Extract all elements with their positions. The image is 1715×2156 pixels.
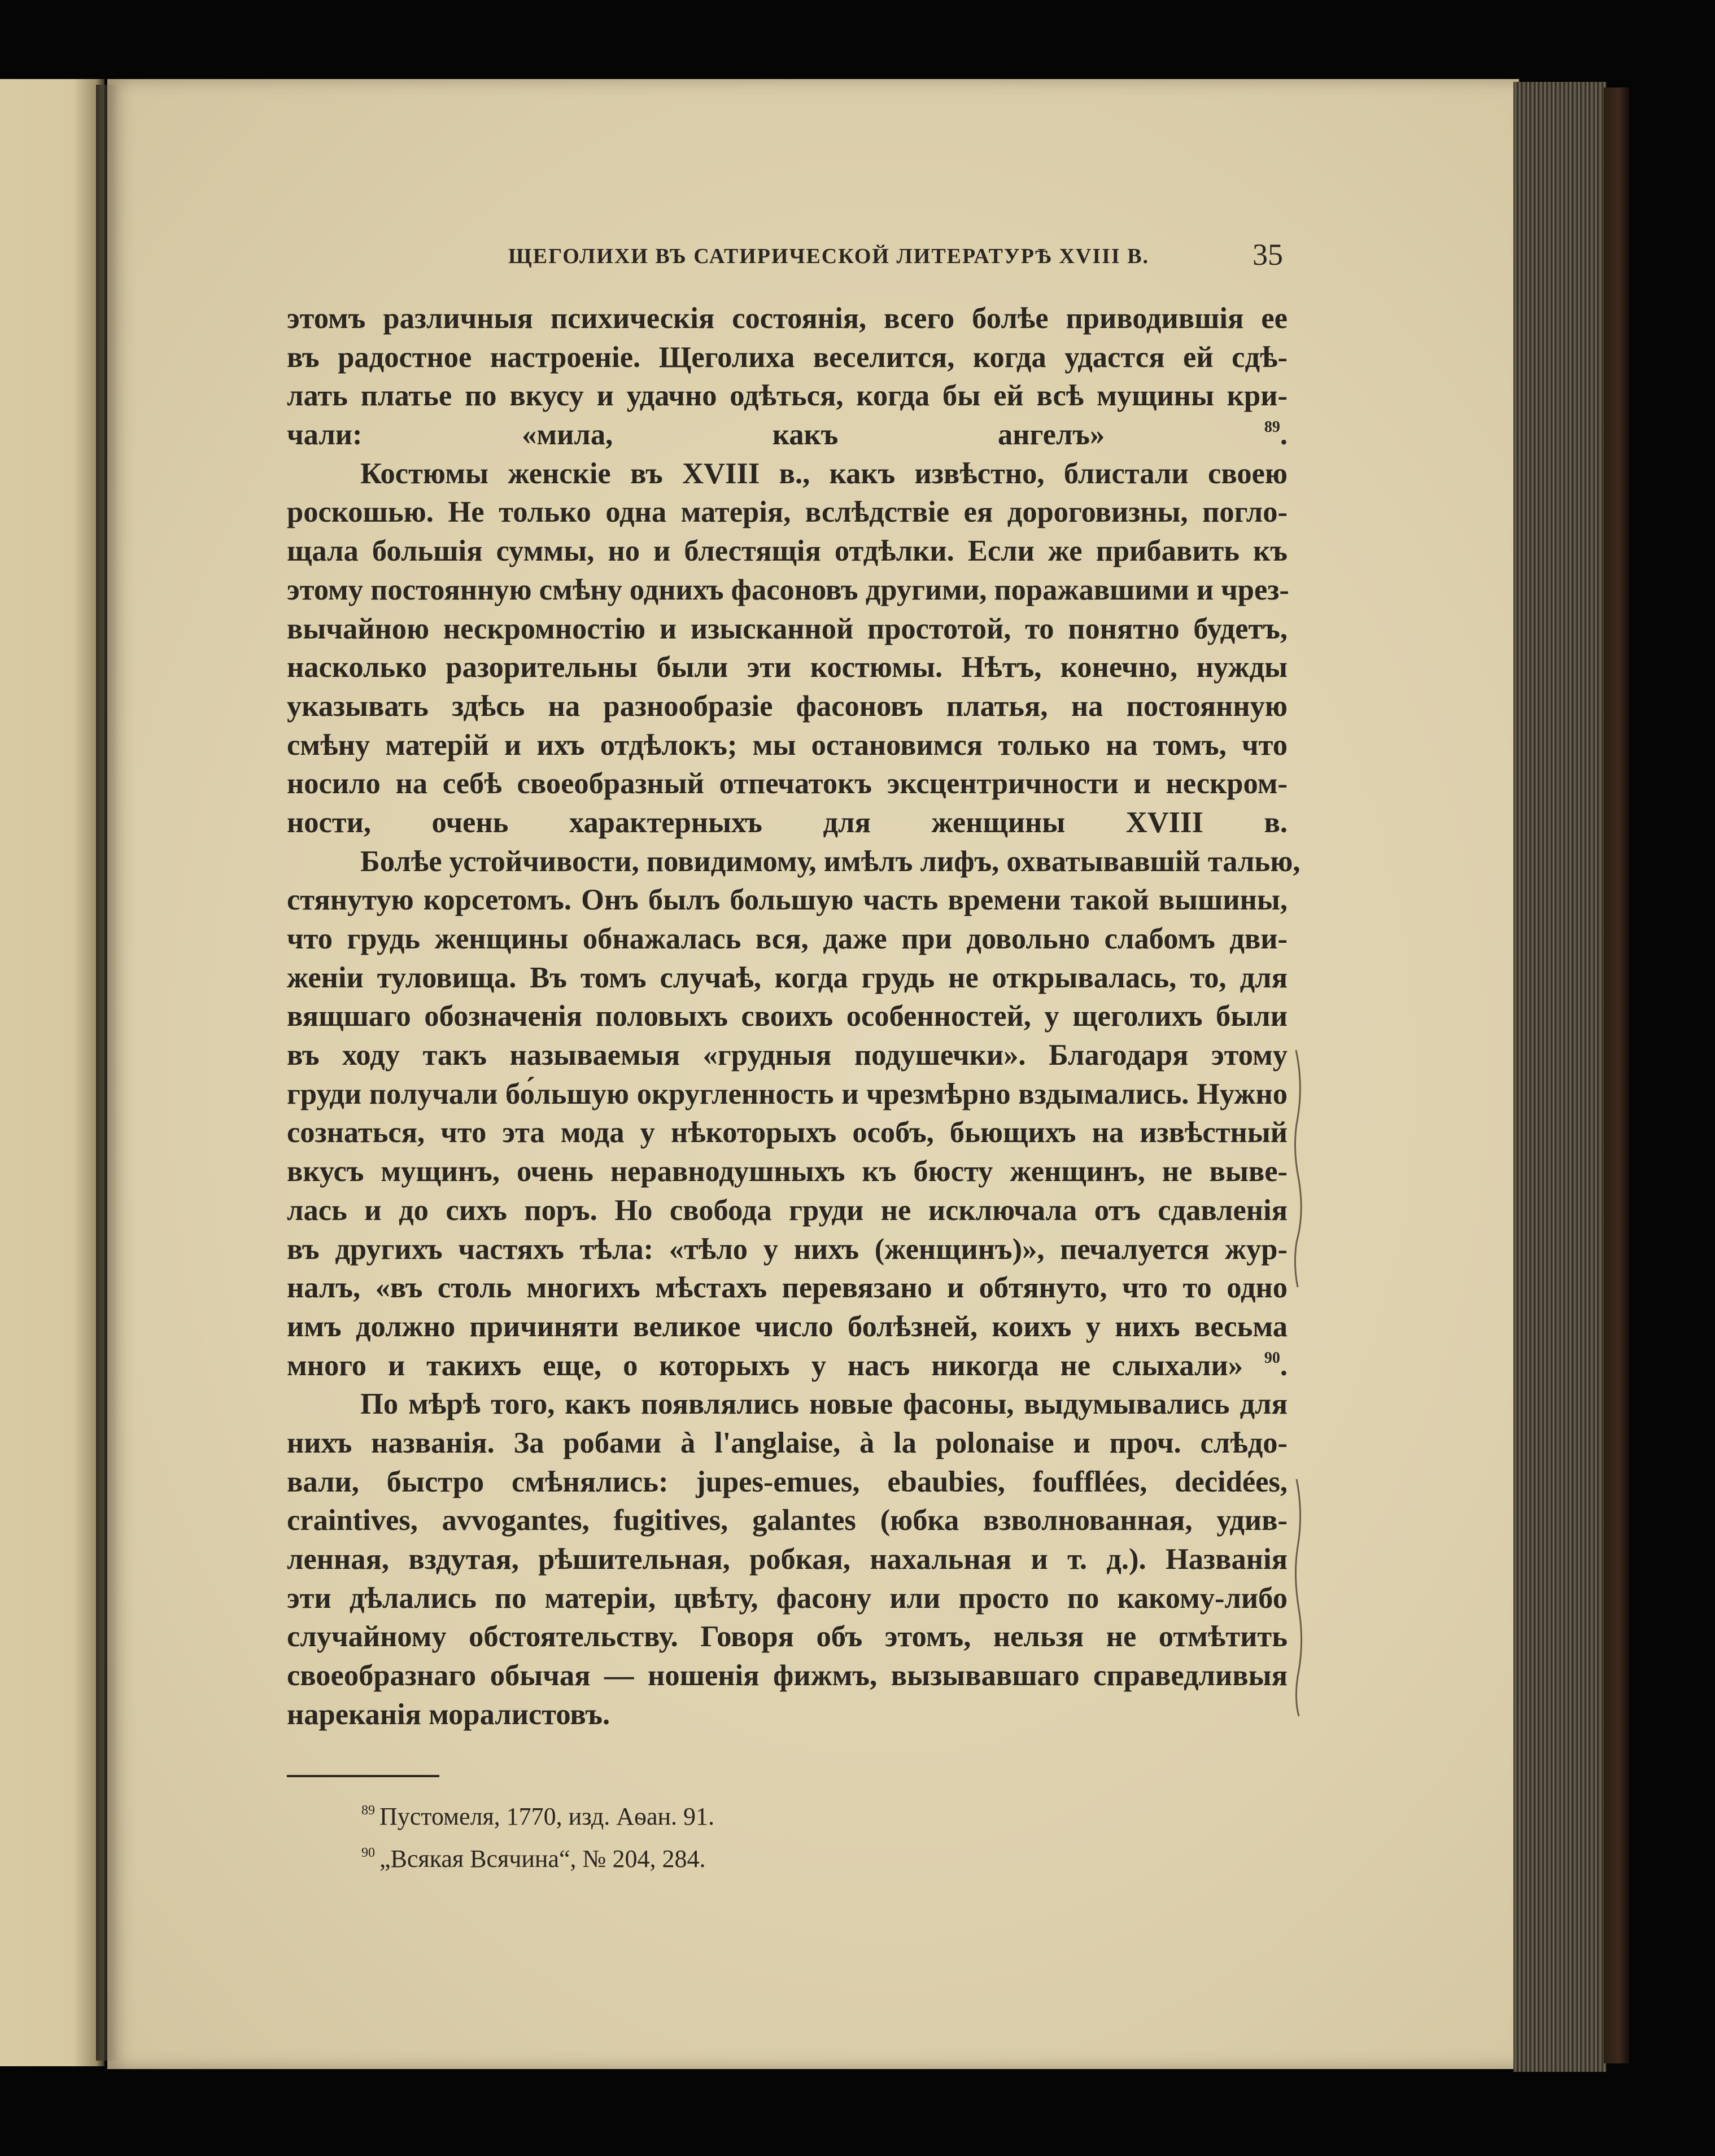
- text-line-content: указывать здѣсь на разнообразіе фасоновъ платья, на постоянную: [287, 689, 1288, 723]
- text-line: [287, 1540, 1288, 1579]
- text-line: [287, 571, 1288, 610]
- text-line: [287, 1269, 1288, 1307]
- text-line: [287, 377, 1288, 416]
- footnote-number: 90: [361, 1845, 375, 1860]
- text-line-content: чали: «мила, какъ ангелъ»: [287, 418, 1264, 452]
- text-line: [287, 920, 1288, 959]
- trailing-punctuation: .: [1280, 418, 1288, 452]
- text-line: [287, 1346, 1288, 1385]
- text-line-content: вкусъ мущинъ, очень неравнодушныхъ къ бюсту женщинъ, не выве-: [287, 1155, 1288, 1188]
- book-cover-edge: [1604, 88, 1629, 2063]
- text-line-content: эти дѣлались по матеріи, цвѣту, фасону или просто по какому-либо: [287, 1581, 1288, 1615]
- text-line-content: въ ходу такъ называемыя «грудныя подушечки». Благодаря этому: [287, 1039, 1288, 1072]
- text-line-content: щала большія суммы, но и блестящія отдѣлки. Если же прибавить къ: [287, 535, 1288, 568]
- text-line: [287, 416, 1288, 454]
- text-line-content: своеобразнаго обычая — ношенія фижмъ, вызывавшаго справедливыя: [287, 1659, 1288, 1693]
- text-line-content: Костюмы женскіе въ XVIII в., какъ извѣстно, блистали своею: [360, 457, 1288, 490]
- footnote-reference: 89: [1264, 418, 1280, 436]
- trailing-punctuation: .: [1280, 1349, 1288, 1382]
- running-title: ЩЕГОЛИХИ ВЪ САТИРИЧЕСКОЙ ЛИТЕРАТУРѢ XVIII В.: [508, 244, 1150, 268]
- text-line-content: роскошью. Не только одна матерія, вслѣдствіе ея дороговизны, погло-: [287, 496, 1288, 529]
- footnote-text: Пустомеля, 1770, изд. Аѳан. 91.: [379, 1803, 715, 1830]
- text-line: [287, 726, 1288, 765]
- text-line-content: груди получали бо́льшую округленность и чрезмѣрно вздымались. Нужно: [287, 1077, 1288, 1110]
- text-line: [287, 1230, 1288, 1269]
- footnotes: [361, 1792, 1039, 1877]
- text-line: [287, 1036, 1288, 1075]
- text-line-content: По мѣрѣ того, какъ появлялись новые фасоны, выдумывались для: [360, 1388, 1288, 1421]
- margin-pencil-marks: [1293, 1050, 1307, 1716]
- text-line-content: лась и до сихъ поръ. Но свобода груди не исключала отъ сдавленія: [287, 1193, 1288, 1227]
- spine-gutter: [96, 85, 119, 2061]
- text-line: [287, 764, 1288, 803]
- footnote-separator: [287, 1775, 439, 1777]
- text-line-content: смѣну матерій и ихъ отдѣлокъ; мы остановимся только на томъ, что: [287, 728, 1288, 762]
- text-line-content: насколько разорительны были эти костюмы. Нѣтъ, конечно, нужды: [287, 651, 1288, 684]
- footnote: [361, 1792, 1039, 1835]
- text-line-content: вали, быстро смѣнялись: jupes-emues, ebaubies, foufflées, decidées,: [287, 1465, 1288, 1498]
- text-line: [287, 1113, 1288, 1152]
- text-line: [287, 493, 1288, 532]
- text-line: [287, 1307, 1288, 1346]
- text-line-content: ленная, вздутая, рѣшительная, робкая, нахальная и т. д.). Названія: [287, 1543, 1288, 1576]
- text-line-content: имъ должно причиняти великое число болѣзней, коихъ у нихъ весьма: [287, 1310, 1288, 1343]
- text-line-content: что грудь женщины обнажалась вся, даже при довольно слабомъ дви-: [287, 922, 1288, 955]
- text-line: [287, 338, 1288, 377]
- text-line: [287, 1152, 1288, 1191]
- text-line: [287, 959, 1288, 998]
- page-number: 35: [1253, 238, 1283, 272]
- page-block-edges: [1513, 82, 1607, 2072]
- text-line: [287, 881, 1288, 920]
- text-line: [287, 1656, 1288, 1695]
- text-line-content: лать платье по вкусу и удачно одѣться, когда бы ей всѣ мущины кри-: [287, 379, 1288, 413]
- text-line-content: нихъ названія. За робами à l'anglaise, à la polonaise и проч. слѣдо-: [287, 1426, 1288, 1459]
- text-line: [287, 803, 1288, 842]
- footnote-number: 89: [361, 1803, 375, 1818]
- text-line: [287, 1424, 1288, 1463]
- text-line: [287, 1075, 1288, 1114]
- text-line-content: налъ, «въ столь многихъ мѣстахъ перевязано и обтянуто, что то одно: [287, 1271, 1288, 1305]
- text-line-content: случайному обстоятельству. Говоря объ этомъ, нельзя не отмѣтить: [287, 1620, 1288, 1654]
- text-line-content: этомъ различныя психическія состоянія, всего болѣе приводившія ее: [287, 302, 1288, 335]
- text-line: [287, 1463, 1288, 1502]
- text-line: [287, 532, 1288, 571]
- text-line: [287, 454, 1288, 493]
- text-line-content: носило на себѣ своеобразный отпечатокъ эксцентричности и нескром-: [287, 767, 1288, 801]
- text-line-content: въ другихъ частяхъ тѣла: «тѣло у нихъ (женщинъ)», печалуется жур-: [287, 1232, 1288, 1266]
- text-line-content: стянутую корсетомъ. Онъ былъ большую часть времени такой вышины,: [287, 884, 1288, 917]
- text-line: [287, 299, 1288, 338]
- previous-page-edge: [0, 79, 104, 2066]
- text-line-content: сознаться, что эта мода у нѣкоторыхъ особъ, бьющихъ на извѣстный: [287, 1116, 1288, 1149]
- footnote: [361, 1835, 1039, 1877]
- body-text: [287, 299, 1301, 1734]
- text-line-content: женіи туловища. Въ томъ случаѣ, когда грудь не открывалась, то, для: [287, 961, 1288, 994]
- text-line-content: craintives, avvogantes, fugitives, galantes (юбка взволнованная, удив-: [287, 1504, 1288, 1537]
- text-line: [287, 997, 1288, 1036]
- text-line: [287, 1617, 1288, 1656]
- footnote-reference: 90: [1264, 1349, 1280, 1367]
- text-line: [287, 1695, 1288, 1734]
- text-line: [287, 842, 1301, 881]
- text-line: [287, 1191, 1288, 1230]
- text-line: [287, 1579, 1288, 1618]
- text-line-content: много и такихъ еще, о которыхъ у насъ никогда не слыхали»: [287, 1349, 1264, 1382]
- text-line-content: вящшаго обозначенія половыхъ своихъ особенностей, у щеголихъ были: [287, 1000, 1288, 1033]
- text-line: [287, 1501, 1288, 1540]
- text-line-content: этому постоянную смѣну однихъ фасоновъ другими, поражавшими и чрез-: [287, 573, 1289, 606]
- text-line: [287, 648, 1288, 687]
- text-line: [287, 687, 1288, 726]
- text-line: [287, 1385, 1288, 1424]
- text-line-content: ности, очень характерныхъ для женщины XVIII в.: [287, 806, 1288, 839]
- footnote-text: „Всякая Всячина“, № 204, 284.: [379, 1845, 706, 1873]
- text-line: [287, 610, 1288, 649]
- text-line-content: вычайною нескромностію и изысканной простотой, то понятно будетъ,: [287, 612, 1288, 645]
- text-line-content: нареканія моралистовъ.: [287, 1698, 610, 1731]
- text-line-content: въ радостное настроеніе. Щеголиха веселится, когда удастся ей сдѣ-: [287, 340, 1288, 374]
- text-line-content: Болѣе устойчивости, повидимому, имѣлъ лифъ, охватывавшій талью,: [360, 845, 1301, 878]
